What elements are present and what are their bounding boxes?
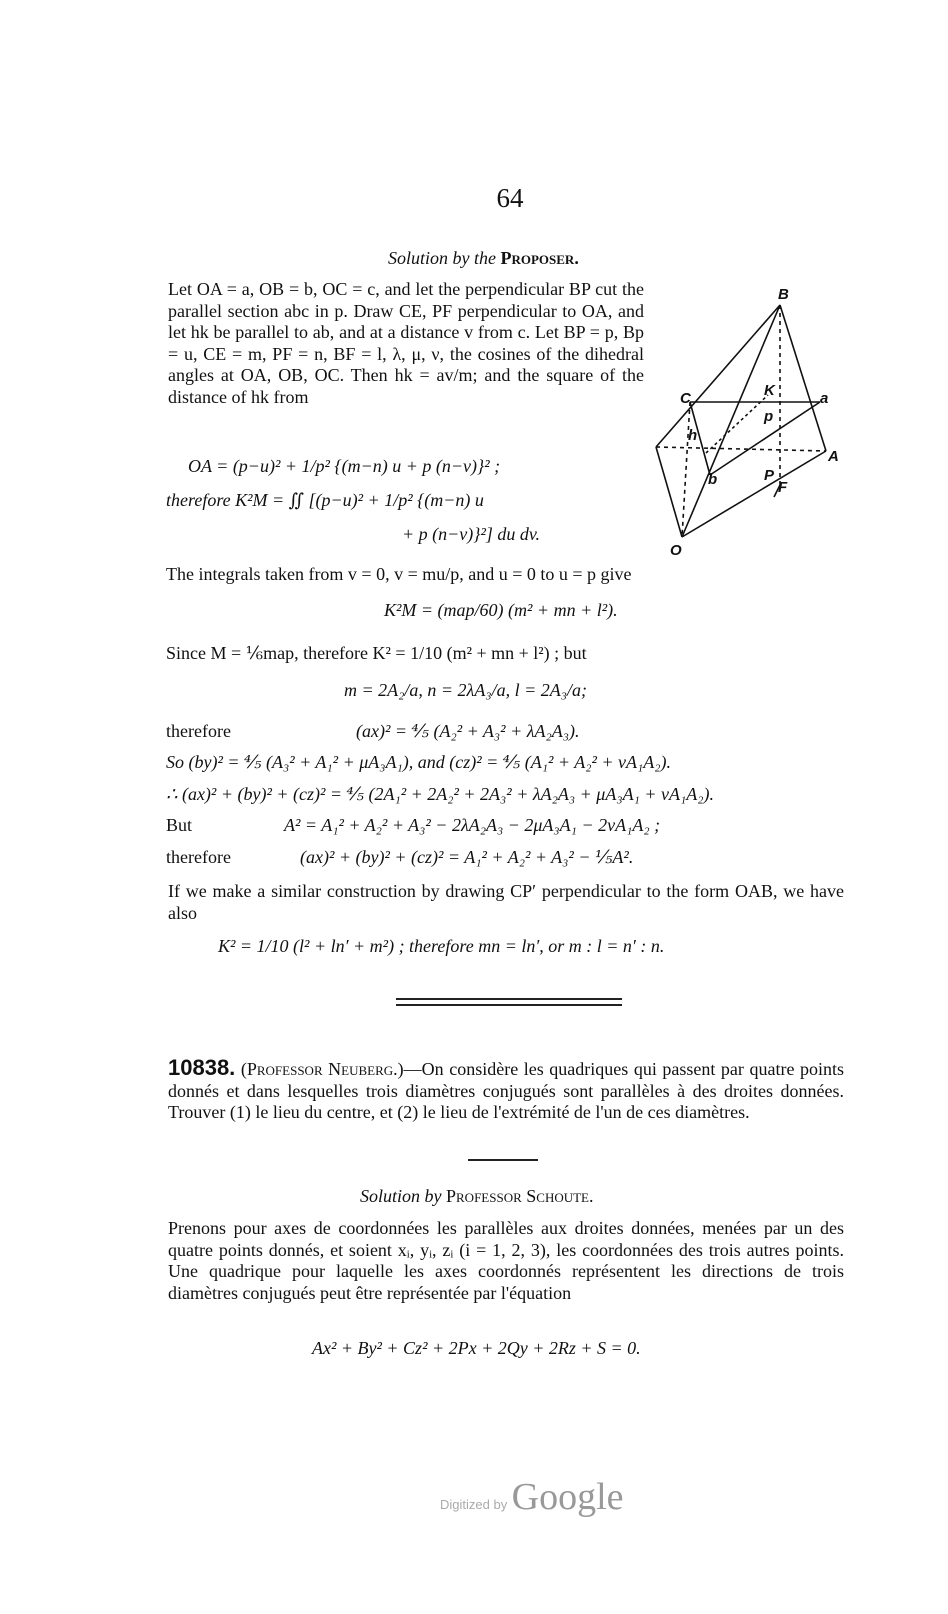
figure-label-A: A: [828, 448, 839, 465]
figure-label-C: C: [680, 390, 691, 407]
page-number: 64: [496, 183, 524, 213]
divider-double-bottom: [396, 1004, 622, 1006]
figure-label-B: B: [778, 286, 789, 303]
solution-author: Professor Schoute.: [446, 1186, 594, 1206]
figure-label-O: O: [670, 542, 682, 559]
figure-label-P: P: [764, 467, 775, 484]
equation-result: (ax)² + (by)² + (cz)² = A₁² + A₂² + A₃² − ⅕A².: [300, 847, 634, 867]
equation-mnl: m = 2A₂/a, n = 2λA₃/a, l = 2A₃/a;: [344, 680, 587, 700]
solution-heading-1: [388, 248, 579, 269]
figure-label-b: b: [708, 471, 718, 488]
paragraph-similar: If we make a similar construction by drawing CP′ perpendicular to the form OAB, we have also: [168, 881, 844, 923]
figure-label-F: F: [778, 479, 788, 496]
equation-distance: OA = (p−u)² + 1/p² {(m−n) u + p (n−v)}² ;: [188, 456, 501, 476]
paragraph-schoute: Prenons pour axes de coordonnées les parallèles aux droites données, menées par un des quatre points donnés, et soient xᵢ, yᵢ, zᵢ (i = 1, 2, 3), les coordonnées des trois autres points. Une quadrique pour laquelle les axes coordonnés représentent les directions de trois diamètres conjugués peut être représentée par l'équation: [168, 1218, 844, 1303]
equation-integral-a: therefore K²M = ∬ [(p−u)² + 1/p² {(m−n) u: [166, 490, 484, 510]
equation-since: Since M = ⅙map, therefore K² = 1/10 (m² + mn + l²) ; but: [166, 643, 587, 663]
figure-label-a: a: [820, 390, 829, 407]
solution-prefix: Solution by: [360, 1186, 442, 1206]
equation-quadric: Ax² + By² + Cz² + 2Px + 2Qy + 2Rz + S = 0.: [312, 1338, 641, 1358]
figure-label-K: K: [764, 382, 775, 399]
solution-prefix: Solution by the: [388, 248, 496, 268]
digitized-footer: [440, 1475, 624, 1519]
tetrahedron-figure: [648, 285, 848, 565]
label-but: But: [166, 815, 193, 835]
equation-ax: (ax)² = ⅘ (A₂² + A₃² + λA₂A₃).: [356, 721, 580, 741]
solution-heading-2: [360, 1186, 594, 1207]
equation-sum: ∴ (ax)² + (by)² + (cz)² = ⅘ (2A₁² + 2A₂² + 2A₃² + λA₂A₃ + μA₃A₁ + νA₁A₂).: [166, 784, 714, 804]
divider-short: [468, 1159, 538, 1161]
equation-k2-final: K² = 1/10 (l² + ln′ + m²) ; therefore mn = ln′, or m : l = n′ : n.: [218, 936, 665, 956]
figure-label-p: p: [764, 408, 774, 425]
equation-integral-b: + p (n−v)}²] du dv.: [402, 524, 541, 544]
digitized-text: Digitized by: [440, 1497, 508, 1512]
paragraph-integrals: The integrals taken from v = 0, v = mu/p, and u = 0 to u = p give: [166, 564, 632, 584]
question-number: 10838.: [168, 1055, 236, 1080]
equation-k2m: K²M = (map/60) (m² + mn + l²).: [384, 600, 618, 620]
question-10838: [168, 1057, 844, 1124]
label-therefore-2: therefore: [166, 847, 231, 867]
paragraph-setup: Let OA = a, OB = b, OC = c, and let the perpendicular BP cut the parallel section abc in p. Draw CE, PF perpendicular to OA, and let hk be parallel to ab, and at a distance v from c. Let BP = p, Bp = u, CE = m, PF = n, BF = l, λ, μ, ν, the cosines of the dihedral angles at OA, OB, OC. Then hk = av/m; and the square of the distance of hk from: [168, 279, 644, 407]
google-logo: Google: [511, 1476, 624, 1518]
label-therefore-1: therefore: [166, 721, 231, 741]
equation-a2: A² = A₁² + A₂² + A₃² − 2λA₂A₃ − 2μA₃A₁ − 2νA₁A₂ ;: [284, 815, 661, 835]
figure-label-h: h: [688, 427, 698, 444]
question-text: —On considère les quadriques qui passent par quatre points donnés et dans lesquelles trois diamètres conjugués sont parallèles à des droites données. Trouver (1) le lieu du centre, et (2) le lieu de l'extrémité de l'un de ces diamètres.: [168, 1059, 845, 1122]
solution-author: Proposer.: [500, 248, 579, 268]
question-author: (Professor Neuberg.): [240, 1059, 404, 1079]
divider-double-top: [396, 998, 622, 1000]
equation-by-cz: So (by)² = ⅘ (A₃² + A₁² + μA₃A₁), and (cz)² = ⅘ (A₁² + A₂² + νA₁A₂).: [166, 752, 671, 772]
